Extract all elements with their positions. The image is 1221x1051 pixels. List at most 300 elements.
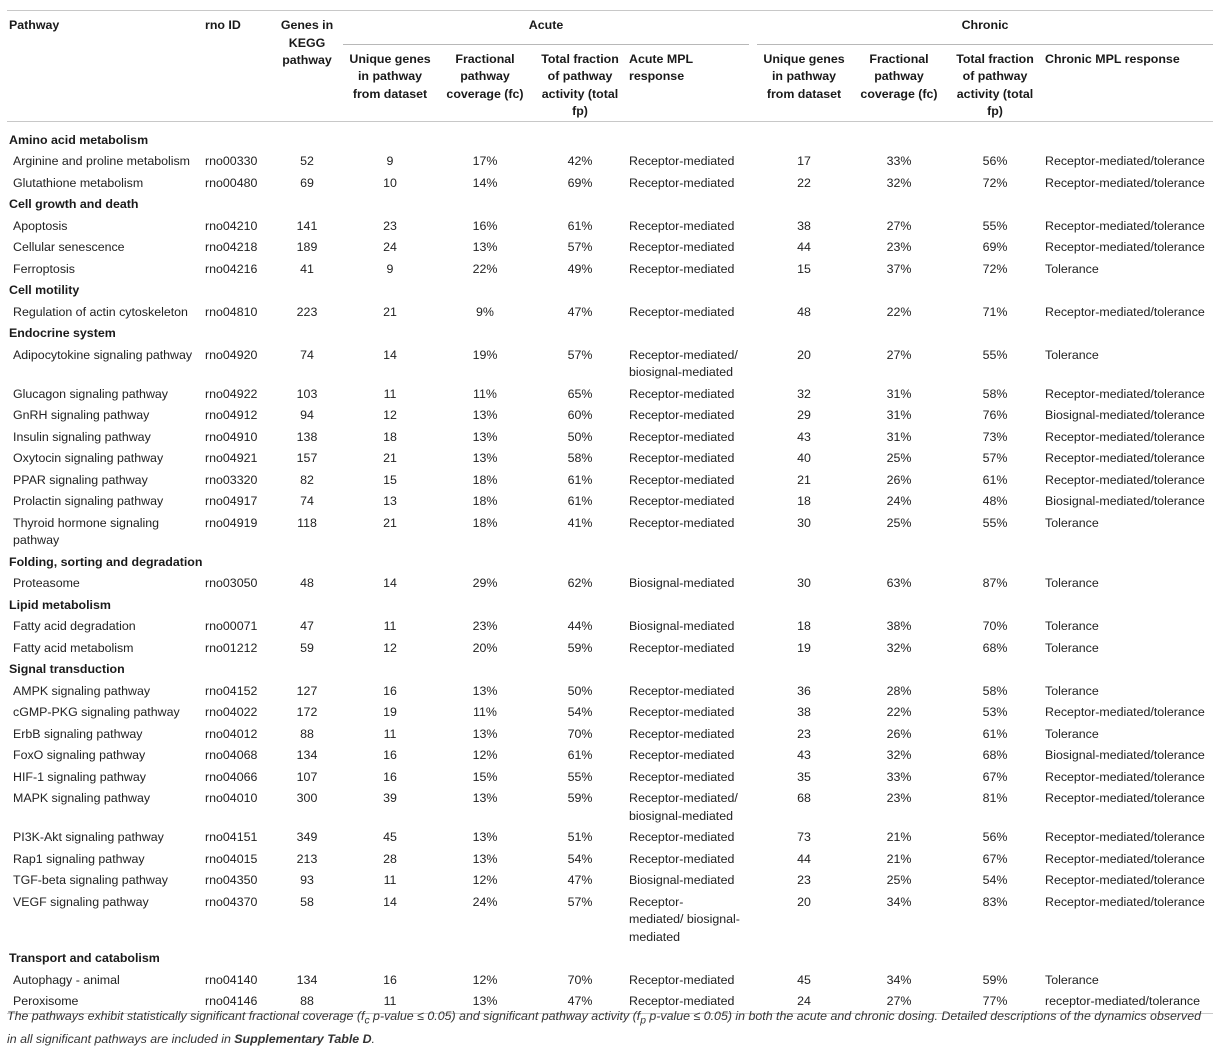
acute-fc: 13%: [472, 683, 498, 698]
category-label: Cell growth and death: [9, 197, 139, 211]
rno-id: rno00330: [205, 154, 258, 168]
chronic-fc: 22%: [886, 304, 912, 319]
acute-mpl-response: Receptor-mediated: [629, 472, 735, 487]
header-acute-unique-genes: Unique genes in pathway from dataset: [349, 51, 431, 101]
acute-mpl-response: Biosignal-mediated: [629, 873, 735, 887]
acute-unique-genes: 12: [383, 408, 397, 422]
pathway-name: Proteasome: [13, 576, 80, 590]
footnote-text-4: .: [371, 1032, 375, 1047]
acute-mpl-response: Receptor-mediated: [629, 726, 735, 741]
acute-fc: 16%: [472, 218, 498, 233]
acute-unique-genes: 23: [383, 218, 397, 233]
acute-fc: 13%: [472, 791, 498, 805]
pathway-name: VEGF signaling pathway: [13, 894, 149, 909]
chronic-unique-genes: 17: [797, 154, 811, 168]
acute-total-fp: 41%: [567, 515, 593, 530]
genes-kegg: 41: [300, 261, 314, 276]
acute-fc: 18%: [472, 494, 498, 508]
acute-unique-genes: 11: [383, 873, 397, 887]
rno-id: rno04216: [205, 261, 258, 276]
header-chronic-total-fp: Total fraction of pathway activity (total fp): [956, 51, 1034, 118]
genes-kegg: 213: [296, 851, 318, 866]
rno-id: rno03050: [205, 576, 258, 590]
category-label: Amino acid metabolism: [9, 132, 149, 147]
pathway-name: MAPK signaling pathway: [13, 791, 151, 805]
acute-unique-genes: 45: [383, 830, 397, 844]
chronic-mpl-response: Tolerance: [1045, 261, 1099, 276]
pathway-name: FoxO signaling pathway: [13, 748, 146, 762]
table-row: [7, 724, 1213, 746]
chronic-unique-genes: 73: [797, 830, 811, 844]
pathway-name: GnRH signaling pathway: [13, 408, 150, 422]
chronic-fc: 28%: [886, 683, 912, 698]
rno-id: rno04010: [205, 791, 258, 805]
chronic-mpl-response: Tolerance: [1045, 683, 1099, 698]
chronic-mpl-response: Receptor-mediated/tolerance: [1045, 705, 1205, 719]
acute-mpl-response: Receptor-mediated: [629, 408, 735, 422]
supplementary-table-link[interactable]: Supplementary Table D: [234, 1032, 372, 1047]
chronic-mpl-response: Receptor-mediated/tolerance: [1045, 304, 1205, 319]
table-row: [7, 216, 1213, 238]
chronic-fc: 23%: [886, 240, 912, 254]
chronic-fc: 34%: [886, 972, 912, 987]
acute-fc: 13%: [472, 851, 498, 866]
acute-total-fp: 55%: [567, 769, 593, 784]
acute-mpl-response: Receptor-mediated/ biosignal-mediated: [629, 347, 738, 379]
category-row: [7, 552, 1213, 574]
chronic-total-fp: 48%: [982, 494, 1008, 508]
chronic-mpl-response: Biosignal-mediated/tolerance: [1045, 408, 1205, 422]
chronic-mpl-response: Tolerance: [1045, 515, 1099, 530]
pathway-name: Oxytocin signaling pathway: [13, 451, 164, 465]
acute-fc: 18%: [472, 515, 498, 530]
pathway-name: ErbB signaling pathway: [13, 726, 143, 741]
acute-mpl-response: Receptor-mediated: [629, 240, 735, 254]
pathway-name: Ferroptosis: [13, 261, 75, 276]
chronic-total-fp: 76%: [982, 408, 1008, 422]
acute-unique-genes: 14: [383, 576, 397, 590]
table-row: [7, 384, 1213, 406]
acute-total-fp: 62%: [567, 576, 593, 590]
chronic-unique-genes: 29: [797, 408, 811, 422]
rno-id: rno04151: [205, 830, 258, 844]
acute-unique-genes: 24: [383, 240, 397, 254]
rno-id: rno04910: [205, 429, 258, 444]
table-row: [7, 767, 1213, 789]
acute-mpl-response: Receptor-mediated: [629, 640, 735, 655]
table-row: [7, 513, 1213, 552]
chronic-unique-genes: 36: [797, 683, 811, 698]
genes-kegg: 118: [297, 515, 317, 530]
acute-total-fp: 47%: [567, 873, 593, 887]
chronic-fc: 63%: [886, 576, 912, 590]
genes-kegg: 103: [296, 386, 318, 401]
acute-total-fp: 47%: [567, 994, 593, 1008]
rno-id: rno04919: [205, 515, 258, 530]
table-row: [7, 681, 1213, 703]
rno-id: rno04218: [205, 240, 258, 254]
acute-unique-genes: 9: [386, 261, 394, 276]
acute-unique-genes: 11: [383, 726, 397, 741]
acute-unique-genes: 18: [383, 429, 397, 444]
chronic-unique-genes: 18: [797, 619, 811, 633]
acute-total-fp: 47%: [567, 304, 593, 319]
acute-mpl-response: Receptor-mediated: [629, 705, 735, 719]
chronic-unique-genes: 21: [797, 472, 811, 487]
pathway-name: Glutathione metabolism: [13, 175, 144, 190]
header-chronic-mpl: Chronic MPL response: [1045, 51, 1180, 66]
acute-unique-genes: 21: [383, 304, 397, 319]
genes-kegg: 134: [296, 972, 318, 987]
genes-kegg: 300: [296, 791, 318, 805]
table-row: [7, 788, 1213, 827]
rno-id: rno04921: [205, 451, 258, 465]
acute-total-fp: 61%: [567, 472, 593, 487]
rno-id: rno04022: [205, 705, 258, 719]
chronic-total-fp: 67%: [982, 769, 1008, 784]
header-acute-total-fp: Total fraction of pathway activity (total fp): [541, 51, 619, 118]
chronic-mpl-response: Receptor-mediated/tolerance: [1045, 851, 1205, 866]
pathway-name: cGMP-PKG signaling pathway: [13, 705, 180, 719]
chronic-mpl-response: receptor-mediated/tolerance: [1045, 994, 1200, 1008]
table-row: [7, 491, 1213, 513]
genes-kegg: 141: [296, 218, 318, 233]
header-pathway: Pathway: [9, 18, 60, 32]
acute-total-fp: 57%: [567, 894, 593, 909]
category-label: Signal transduction: [9, 662, 125, 676]
chronic-unique-genes: 15: [797, 261, 811, 276]
header-acute: Acute: [343, 11, 749, 45]
table-row: [7, 448, 1213, 470]
genes-kegg: 157: [296, 451, 318, 465]
genes-kegg: 138: [296, 429, 318, 444]
acute-unique-genes: 11: [383, 994, 397, 1008]
table-footnote: [7, 1007, 1213, 1048]
chronic-total-fp: 55%: [982, 347, 1008, 362]
chronic-mpl-response: Tolerance: [1045, 640, 1099, 655]
rno-id: rno04370: [205, 894, 258, 909]
chronic-mpl-response: Receptor-mediated/tolerance: [1045, 218, 1205, 233]
pathway-name: PPAR signaling pathway: [13, 472, 148, 487]
rno-id: rno04146: [205, 994, 258, 1008]
chronic-unique-genes: 24: [797, 994, 811, 1008]
chronic-mpl-response: Tolerance: [1045, 726, 1099, 741]
chronic-unique-genes: 30: [797, 576, 811, 590]
acute-total-fp: 65%: [567, 386, 593, 401]
chronic-mpl-response: Receptor-mediated/tolerance: [1045, 175, 1205, 190]
acute-mpl-response: Receptor-mediated: [629, 304, 735, 319]
acute-mpl-response: Receptor-mediated: [629, 769, 735, 784]
rno-id: rno04912: [205, 408, 258, 422]
chronic-fc: 25%: [886, 873, 912, 887]
acute-unique-genes: 15: [383, 472, 397, 487]
table-row: [7, 892, 1213, 949]
acute-unique-genes: 39: [383, 791, 397, 805]
table-row: [7, 870, 1213, 892]
pathway-name: Glucagon signaling pathway: [13, 386, 168, 401]
footnote-text-1: The pathways exhibit statistically significant fractional coverage (f: [7, 1009, 365, 1023]
acute-fc: 15%: [472, 769, 498, 784]
footnote-sub-p: p: [640, 1015, 646, 1027]
category-label: Cell motility: [9, 283, 80, 297]
genes-kegg: 107: [296, 769, 318, 784]
acute-unique-genes: 16: [383, 748, 397, 762]
rno-id: rno04922: [205, 386, 258, 401]
rno-id: rno04350: [205, 873, 258, 887]
genes-kegg: 69: [300, 175, 314, 190]
acute-unique-genes: 9: [386, 154, 394, 168]
chronic-total-fp: 67%: [982, 851, 1008, 866]
acute-fc: 13%: [472, 830, 498, 844]
pathway-name: Prolactin signaling pathway: [13, 494, 164, 508]
chronic-mpl-response: Biosignal-mediated/tolerance: [1045, 494, 1205, 508]
category-row: [7, 323, 1213, 345]
acute-total-fp: 61%: [567, 748, 593, 762]
acute-total-fp: 49%: [567, 261, 593, 276]
chronic-unique-genes: 32: [797, 386, 811, 401]
chronic-unique-genes: 30: [797, 515, 811, 530]
table-row: [7, 151, 1213, 173]
category-row: [7, 121, 1213, 151]
rno-id: rno03320: [205, 472, 258, 487]
chronic-mpl-response: Receptor-mediated/tolerance: [1045, 873, 1205, 887]
rno-id: rno00071: [205, 619, 258, 633]
genes-kegg: 88: [300, 994, 314, 1008]
chronic-total-fp: 58%: [982, 683, 1008, 698]
header-chronic-unique-genes: Unique genes in pathway from dataset: [763, 51, 845, 101]
genes-kegg: 223: [296, 304, 318, 319]
acute-fc: 11%: [473, 705, 497, 719]
acute-total-fp: 70%: [567, 972, 593, 987]
pathway-name: Fatty acid degradation: [13, 619, 136, 633]
acute-total-fp: 69%: [567, 175, 593, 190]
chronic-unique-genes: 23: [797, 726, 811, 741]
acute-total-fp: 50%: [567, 683, 593, 698]
pathway-name: HIF-1 signaling pathway: [13, 769, 146, 784]
chronic-fc: 32%: [886, 748, 912, 762]
genes-kegg: 93: [300, 873, 314, 887]
table-row: [7, 237, 1213, 259]
acute-mpl-response: Receptor-mediated: [629, 218, 735, 233]
chronic-mpl-response: Receptor-mediated/tolerance: [1045, 830, 1205, 844]
chronic-mpl-response: Receptor-mediated/tolerance: [1045, 769, 1205, 784]
chronic-total-fp: 56%: [982, 154, 1008, 168]
acute-fc: 11%: [473, 386, 497, 401]
footnote-sub-c: c: [364, 1015, 370, 1027]
header-acute-mpl: Acute MPL response: [629, 51, 693, 83]
chronic-total-fp: 57%: [982, 451, 1008, 465]
chronic-fc: 32%: [886, 175, 912, 190]
pathway-name: TGF-beta signaling pathway: [13, 873, 168, 887]
chronic-mpl-response: Tolerance: [1045, 576, 1099, 590]
acute-mpl-response: Receptor-mediated: [629, 429, 735, 444]
chronic-mpl-response: Receptor-mediated/tolerance: [1045, 472, 1205, 487]
rno-id: rno01212: [205, 640, 258, 655]
chronic-total-fp: 81%: [982, 791, 1008, 805]
chronic-unique-genes: 18: [797, 494, 811, 508]
genes-kegg: 58: [300, 894, 314, 909]
chronic-fc: 34%: [886, 894, 912, 909]
acute-fc: 29%: [472, 576, 498, 590]
chronic-unique-genes: 20: [797, 347, 811, 362]
chronic-total-fp: 70%: [982, 619, 1008, 633]
acute-mpl-response: Receptor-mediated: [629, 972, 735, 987]
chronic-total-fp: 54%: [982, 873, 1008, 887]
table-row: [7, 573, 1213, 595]
acute-mpl-response: Receptor-mediated: [629, 175, 735, 190]
acute-total-fp: 54%: [567, 851, 593, 866]
acute-fc: 19%: [472, 347, 498, 362]
acute-fc: 13%: [472, 240, 498, 254]
acute-total-fp: 59%: [567, 791, 593, 805]
acute-fc: 12%: [472, 748, 498, 762]
category-label: Endocrine system: [9, 326, 116, 340]
chronic-mpl-response: Receptor-mediated/tolerance: [1045, 154, 1205, 168]
acute-fc: 22%: [472, 261, 498, 276]
acute-fc: 13%: [472, 429, 498, 444]
table-row: [7, 970, 1213, 992]
table-container: [7, 10, 1213, 1014]
acute-fc: 12%: [472, 972, 498, 987]
table-row: [7, 849, 1213, 871]
table-row: [7, 405, 1213, 427]
header-acute-fc: Fractional pathway coverage (fc): [446, 51, 524, 101]
rno-id: rno04917: [205, 494, 258, 508]
chronic-unique-genes: 48: [797, 304, 811, 319]
chronic-total-fp: 68%: [982, 640, 1008, 655]
chronic-unique-genes: 43: [797, 429, 811, 444]
acute-total-fp: 61%: [567, 218, 593, 233]
chronic-total-fp: 53%: [982, 705, 1008, 719]
acute-total-fp: 60%: [567, 408, 593, 422]
pathway-name: Autophagy - animal: [13, 972, 120, 987]
chronic-total-fp: 61%: [982, 726, 1008, 741]
acute-total-fp: 70%: [567, 726, 593, 741]
chronic-fc: 25%: [886, 451, 912, 465]
acute-mpl-response: Receptor-mediated: [629, 515, 735, 530]
header-rno-id: rno ID: [205, 18, 241, 32]
table-row: [7, 745, 1213, 767]
acute-mpl-response: Receptor-mediated: [629, 830, 735, 844]
genes-kegg: 127: [296, 683, 318, 698]
acute-fc: 20%: [472, 640, 498, 655]
category-row: [7, 595, 1213, 617]
acute-mpl-response: Receptor-mediated: [629, 386, 735, 401]
acute-fc: 13%: [472, 408, 498, 422]
chronic-fc: 31%: [886, 408, 912, 422]
table-row: [7, 827, 1213, 849]
acute-total-fp: 61%: [567, 494, 593, 508]
table-row: [7, 470, 1213, 492]
acute-total-fp: 58%: [567, 451, 593, 465]
acute-total-fp: 51%: [567, 830, 593, 844]
rno-id: rno04152: [205, 683, 258, 698]
acute-unique-genes: 16: [383, 683, 397, 698]
acute-unique-genes: 19: [383, 705, 397, 719]
genes-kegg: 74: [300, 494, 314, 508]
category-label: Transport and catabolism: [9, 951, 160, 965]
chronic-unique-genes: 23: [797, 873, 811, 887]
chronic-total-fp: 69%: [982, 240, 1008, 254]
chronic-unique-genes: 45: [797, 972, 811, 987]
chronic-total-fp: 68%: [982, 748, 1008, 762]
genes-kegg: 94: [300, 408, 314, 422]
acute-total-fp: 59%: [567, 640, 593, 655]
chronic-total-fp: 73%: [982, 429, 1008, 444]
rno-id: rno04210: [205, 218, 258, 233]
chronic-fc: 27%: [886, 994, 912, 1008]
chronic-mpl-response: Tolerance: [1045, 347, 1099, 362]
rno-id: rno04066: [205, 769, 258, 784]
chronic-mpl-response: Receptor-mediated/tolerance: [1045, 451, 1205, 465]
chronic-unique-genes: 44: [797, 851, 811, 866]
acute-mpl-response: Biosignal-mediated: [629, 619, 735, 633]
chronic-unique-genes: 19: [797, 640, 811, 655]
acute-fc: 24%: [472, 894, 498, 909]
footnote-text-3: p-value ≤ 0.05) in both the acute and chronic dosing. Detailed descriptions of the dynamics observed in all significant pathways are included in: [7, 1009, 1202, 1047]
rno-id: rno00480: [205, 175, 258, 190]
rno-id: rno04012: [205, 726, 258, 741]
acute-unique-genes: 14: [383, 347, 397, 362]
rno-id: rno04810: [205, 304, 258, 319]
chronic-mpl-response: Biosignal-mediated/tolerance: [1045, 748, 1205, 762]
acute-unique-genes: 14: [383, 894, 397, 909]
acute-mpl-response: Receptor-mediated/ biosignal-mediated: [629, 791, 738, 823]
acute-fc: 17%: [472, 154, 498, 168]
pathway-name: Regulation of actin cytoskeleton: [13, 304, 188, 319]
acute-fc: 13%: [472, 726, 498, 741]
genes-kegg: 189: [296, 240, 318, 254]
chronic-fc: 22%: [886, 705, 912, 719]
chronic-fc: 27%: [886, 218, 912, 233]
acute-mpl-response: Receptor-mediated: [629, 748, 735, 762]
acute-total-fp: 44%: [567, 619, 593, 633]
genes-kegg: 172: [296, 705, 318, 719]
chronic-total-fp: 87%: [982, 576, 1008, 590]
chronic-fc: 32%: [886, 640, 912, 655]
pathway-name: Adipocytokine signaling pathway: [13, 347, 193, 362]
category-row: [7, 280, 1213, 302]
chronic-unique-genes: 68: [797, 791, 811, 805]
acute-total-fp: 42%: [567, 154, 593, 168]
chronic-fc: 33%: [886, 154, 912, 168]
genes-kegg: 59: [300, 640, 314, 655]
acute-mpl-response: Receptor-mediated: [629, 994, 735, 1008]
chronic-unique-genes: 44: [797, 240, 811, 254]
category-row: [7, 948, 1213, 970]
chronic-fc: 23%: [886, 791, 912, 805]
chronic-mpl-response: Receptor-mediated/tolerance: [1045, 386, 1205, 401]
pathway-name: Arginine and proline metabolism: [13, 154, 191, 168]
genes-kegg: 349: [296, 830, 318, 844]
chronic-fc: 27%: [886, 347, 912, 362]
chronic-total-fp: 61%: [982, 472, 1008, 487]
chronic-unique-genes: 35: [797, 769, 811, 784]
acute-mpl-response: Receptor-mediated: [629, 261, 735, 276]
genes-kegg: 48: [300, 576, 314, 590]
chronic-total-fp: 77%: [982, 994, 1008, 1008]
chronic-fc: 33%: [886, 769, 912, 784]
acute-fc: 23%: [472, 619, 498, 633]
chronic-fc: 26%: [886, 726, 912, 741]
acute-mpl-response: Receptor-mediated: [629, 451, 735, 465]
acute-total-fp: 54%: [567, 705, 593, 719]
acute-fc: 13%: [472, 994, 498, 1008]
table-row: [7, 302, 1213, 324]
header-genes-kegg: Genes in KEGG pathway: [280, 18, 334, 67]
acute-unique-genes: 21: [383, 451, 397, 465]
chronic-mpl-response: Receptor-mediated/tolerance: [1045, 240, 1205, 254]
